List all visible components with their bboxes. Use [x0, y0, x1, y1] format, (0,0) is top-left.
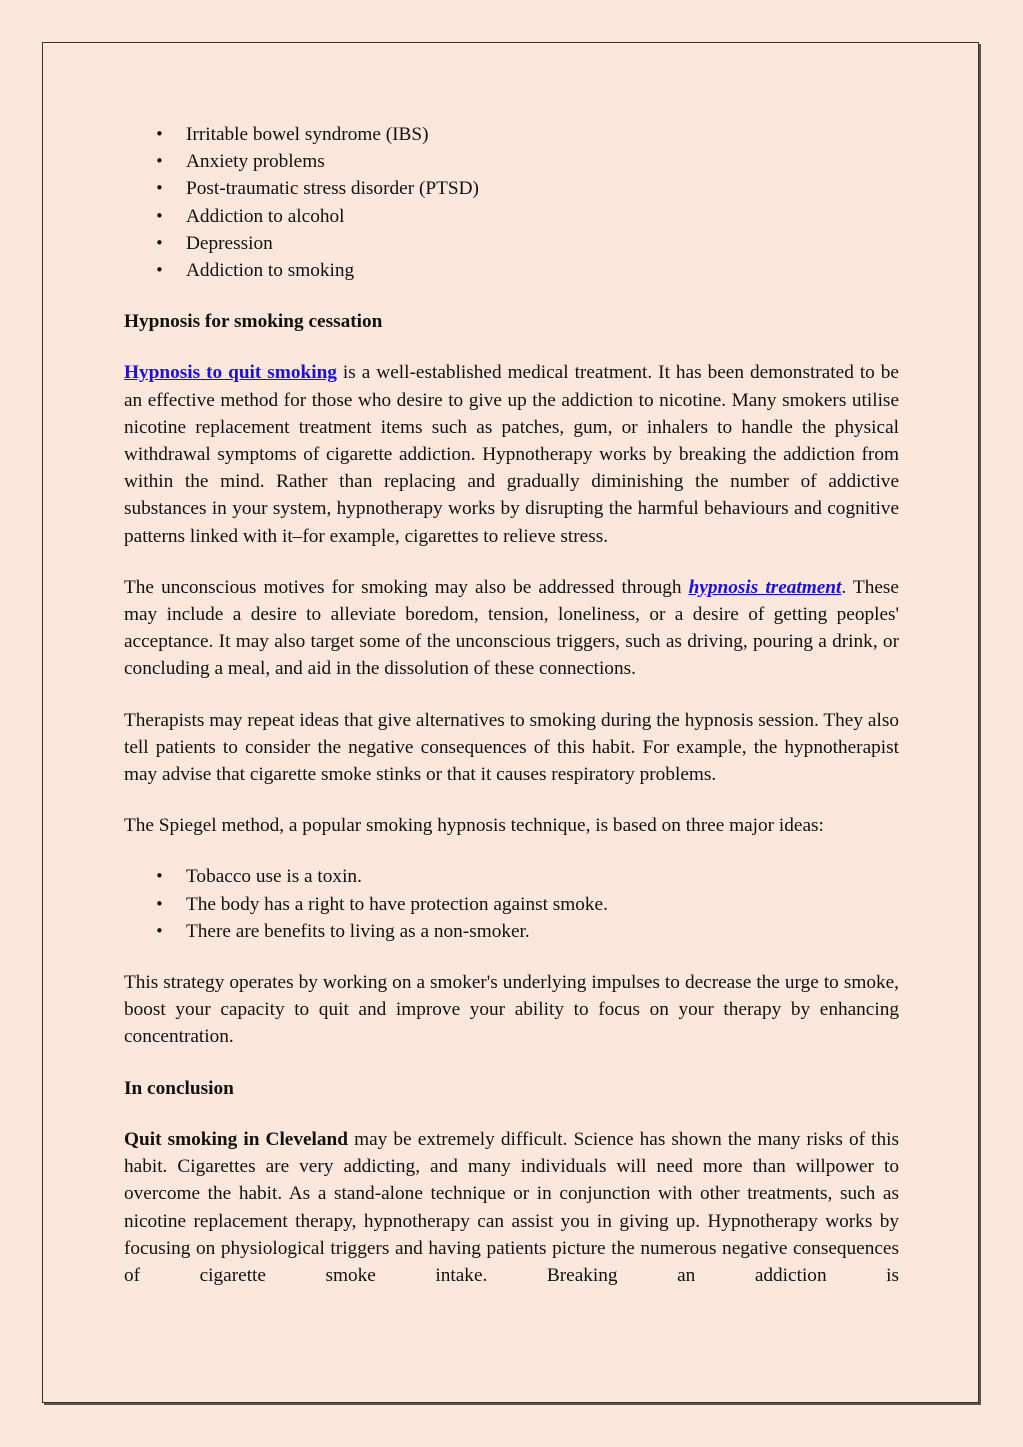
paragraph-strategy: This strategy operates by working on a smoker's underlying impulses to decrease the urge to smoke, boost your capacity to quit and improve your ability to focus on your therapy by enhancing concentration.	[124, 972, 899, 1048]
hypnosis-treatment-link[interactable]: hypnosis treatment	[688, 576, 842, 598]
list-item: • Addiction to alcohol	[124, 203, 899, 230]
hypnosis-quit-smoking-link[interactable]: Hypnosis to quit smoking	[124, 362, 337, 384]
list-item: • There are benefits to living as a non-smoker.	[124, 918, 899, 945]
list-item: • Anxiety problems	[124, 148, 899, 175]
section-heading-conclusion: In conclusion	[124, 1077, 234, 1099]
quit-smoking-cleveland-text: Quit smoking in Cleveland	[124, 1128, 349, 1150]
paragraph-unconscious-motives	[124, 574, 899, 683]
list-item: • Depression	[124, 230, 899, 257]
spiegel-ideas-list	[124, 863, 899, 945]
paragraph-text: is a well-established medical treatment. It has been demonstrated to be an effective method for those who desire to give up the addiction to nicotine. Many smokers utilise nicotine replacement treatment items such as patches, gum, or inhalers to handle the physical withdrawal symptoms of cigarette addiction. Hypnotherapy works by breaking the addiction from within the mind. Rather than replacing and gradually diminishing the number of addictive substances in your system, hypnotherapy works by disrupting the harmful behaviours and cognitive patterns linked with it–for example, cigarettes to relieve stress.	[124, 362, 899, 547]
paragraph-text: . These may include a desire to alleviate boredom, tension, loneliness, or a desire of getting peoples' acceptance. It may also target some of the unconscious triggers, such as driving, pouring a drink, or concluding a meal, and aid in the dissolution of these connections.	[124, 576, 899, 680]
list-item: • Irritable bowel syndrome (IBS)	[124, 121, 899, 148]
list-item: • Post-traumatic stress disorder (PTSD)	[124, 175, 899, 202]
list-item: • The body has a right to have protection against smoke.	[124, 891, 899, 918]
section-heading-smoking-cessation: Hypnosis for smoking cessation	[124, 311, 383, 333]
paragraph-text: may be extremely difficult. Science has shown the many risks of this habit. Cigarettes are very addicting, and many individuals will need more than willpower to overcome the habit. As a stand-alone technique or in conjunction with other treatments, such as nicotine replacement therapy, hypnotherapy can assist you in giving up. Hypnotherapy works by focusing on physiological triggers and having patients picture the numerous negative consequences of cigarette smoke intake. Breaking an addiction is	[124, 1128, 900, 1286]
paragraph-conclusion	[124, 1126, 899, 1289]
paragraph-therapists: Therapists may repeat ideas that give alternatives to smoking during the hypnosis session. They also tell patients to consider the negative consequences of this habit. For example, the hypnotherapist may advise that cigarette smoke stinks or that it causes respiratory problems.	[124, 709, 899, 786]
conditions-list	[124, 121, 899, 284]
list-item: • Addiction to smoking	[124, 257, 899, 284]
paragraph-intro	[124, 359, 899, 549]
paragraph-text: The unconscious motives for smoking may also be addressed through	[124, 576, 689, 598]
paragraph-spiegel-method: The Spiegel method, a popular smoking hypnosis technique, is based on three major ideas:	[124, 815, 824, 837]
document-body	[124, 121, 899, 1289]
list-item: • Tobacco use is a toxin.	[124, 863, 899, 890]
